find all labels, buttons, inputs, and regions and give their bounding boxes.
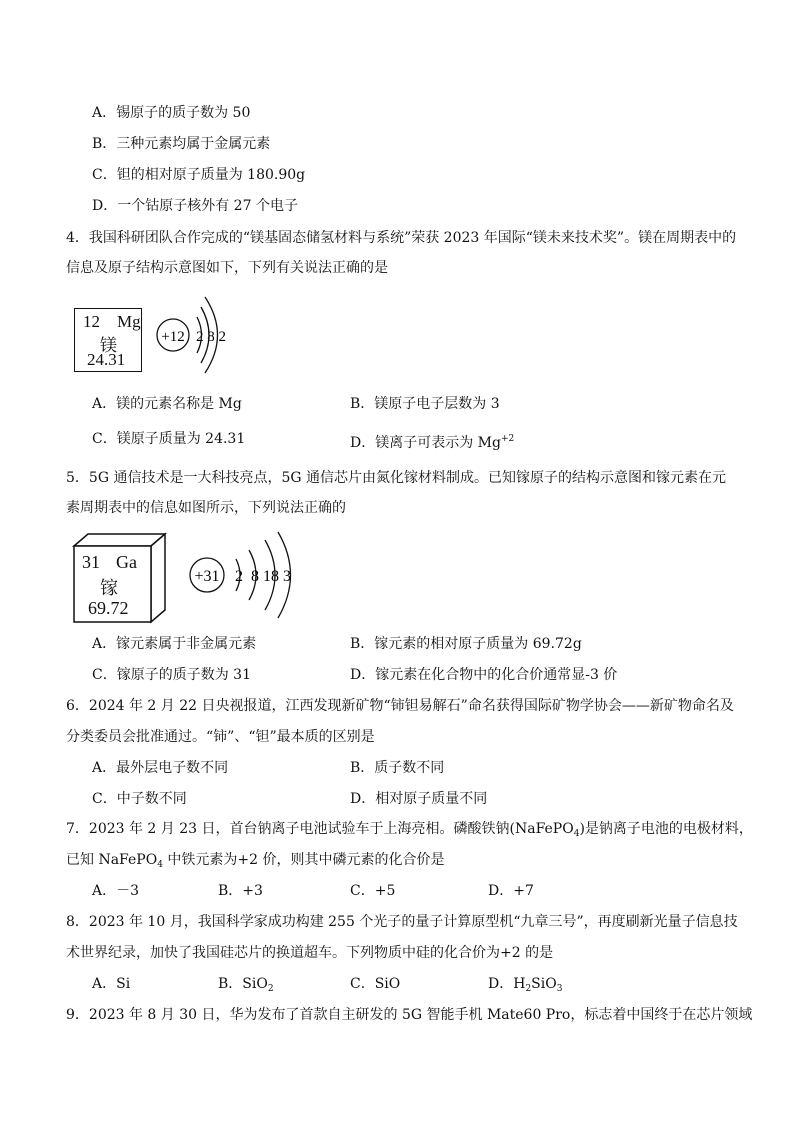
ga-nucleus-charge: +31 <box>194 568 220 585</box>
mg-electron-shells: 2 8 2 <box>196 329 226 345</box>
q8-option-c: C．SiO <box>350 976 401 992</box>
q8-stem-line1: 8．2023 年 10 月，我国科学家成功构建 255 个光子的量子计算原型机“九章三号”，再度刷新光量子信息技 <box>66 914 738 930</box>
ga-atom-structure-diagram <box>185 530 305 630</box>
q8-stem-line2: 术世界纪录，加快了我国硅芯片的换道超车。下列物质中硅的化合价为+2 的是 <box>66 945 554 961</box>
mg-name: 镁 <box>100 336 117 355</box>
q5-stem-line1: 5．5G 通信技术是一大科技亮点，5G 通信芯片由氮化镓材料制成。已知镓原子的结构示意图和镓元素在元 <box>66 470 726 486</box>
mg-symbol: Mg <box>117 312 141 331</box>
q7-option-c: C．+5 <box>350 883 396 899</box>
ga-element-card <box>74 546 151 622</box>
q5-stem-line2: 素周期表中的信息如图所示，下列说法正确的 <box>66 500 346 516</box>
q3-option-d: D．一个钴原子核外有 27 个电子 <box>92 198 298 214</box>
q7-stem-line1: 7．2023 年 2 月 23 日，首台钠离子电池试验车于上海亮相。磷酸铁钠(NaFePO$_4$)是钠离子电池的电极材料， <box>66 821 753 839</box>
q8-option-d: D．$H_2SiO_3$ <box>488 976 563 994</box>
q3-option-a: A．锡原子的质子数为 50 <box>92 105 251 121</box>
q6-stem-line2: 分类委员会批准通过。“铈”、“钽”最本质的区别是 <box>66 729 375 745</box>
q5-option-c: C．镓原子的质子数为 31 <box>92 667 251 683</box>
mg-atomic-number: 12 <box>83 312 100 331</box>
mg-atom-structure-diagram <box>150 290 250 390</box>
q5-option-a: A．镓元素属于非金属元素 <box>92 636 257 652</box>
ga-atomic-number: 31 <box>82 552 100 572</box>
ga-symbol: Ga <box>116 552 137 572</box>
q6-stem-line1: 6．2024 年 2 月 22 日央视报道，江西发现新矿物“铈钽易解石”命名获得国际矿物学协会——新矿物命名及 <box>66 698 734 714</box>
q4-stem-line1: 4．我国科研团队合作完成的“镁基固态储氢材料与系统”荣获 2023 年国际“镁未来技术奖”。镁在周期表中的 <box>66 230 737 246</box>
q6-option-d: D．相对原子质量不同 <box>350 791 488 807</box>
ga-name: 镓 <box>100 578 118 598</box>
q7-option-a: A．－3 <box>92 883 140 899</box>
q8-option-a: A．Si <box>92 976 131 992</box>
q4-option-c: C．镁原子质量为 24.31 <box>92 431 246 447</box>
ga-atomic-mass: 69.72 <box>88 598 129 618</box>
q4-stem-line2: 信息及原子结构示意图如下，下列有关说法正确的是 <box>66 260 388 276</box>
mg-atomic-mass: 24.31 <box>87 350 126 369</box>
q3-option-b: B．三种元素均属于金属元素 <box>92 136 271 152</box>
q5-option-d: D．镓元素在化合物中的化合价通常显-3 价 <box>350 667 618 683</box>
q4-option-b: B．镁原子电子层数为 3 <box>350 396 500 412</box>
q3-option-c: C．钽的相对原子质量为 180.90g <box>92 167 306 183</box>
q7-option-d: D．+7 <box>488 883 534 899</box>
ga-electron-shells: 2 8 18 3 <box>235 568 291 585</box>
q5-option-b: B．镓元素的相对原子质量为 69.72g <box>350 636 582 652</box>
mg-element-card <box>74 308 142 372</box>
q6-option-c: C．中子数不同 <box>92 791 187 807</box>
mg-nucleus-charge: +12 <box>161 329 185 345</box>
q6-option-a: A．最外层电子数不同 <box>92 760 229 776</box>
q4-option-d: D．镁离子可表示为 $Mg^{+2}$ <box>350 434 515 451</box>
q7-stem-line2: 已知 NaFePO$_4$ 中铁元素为+2 价，则其中磷元素的化合价是 <box>66 852 445 870</box>
q8-option-b: B．SiO$_2$ <box>218 976 274 994</box>
q9-stem-line1: 9．2023 年 8 月 30 日，华为发布了首款自主研发的 5G 智能手机 Mate60 Pro，标志着中国终于在芯片领域 <box>66 1007 753 1023</box>
q6-option-b: B．质子数不同 <box>350 760 445 776</box>
q7-option-b: B．+3 <box>218 883 263 899</box>
q4-option-a: A．镁的元素名称是 Mg <box>92 396 242 412</box>
